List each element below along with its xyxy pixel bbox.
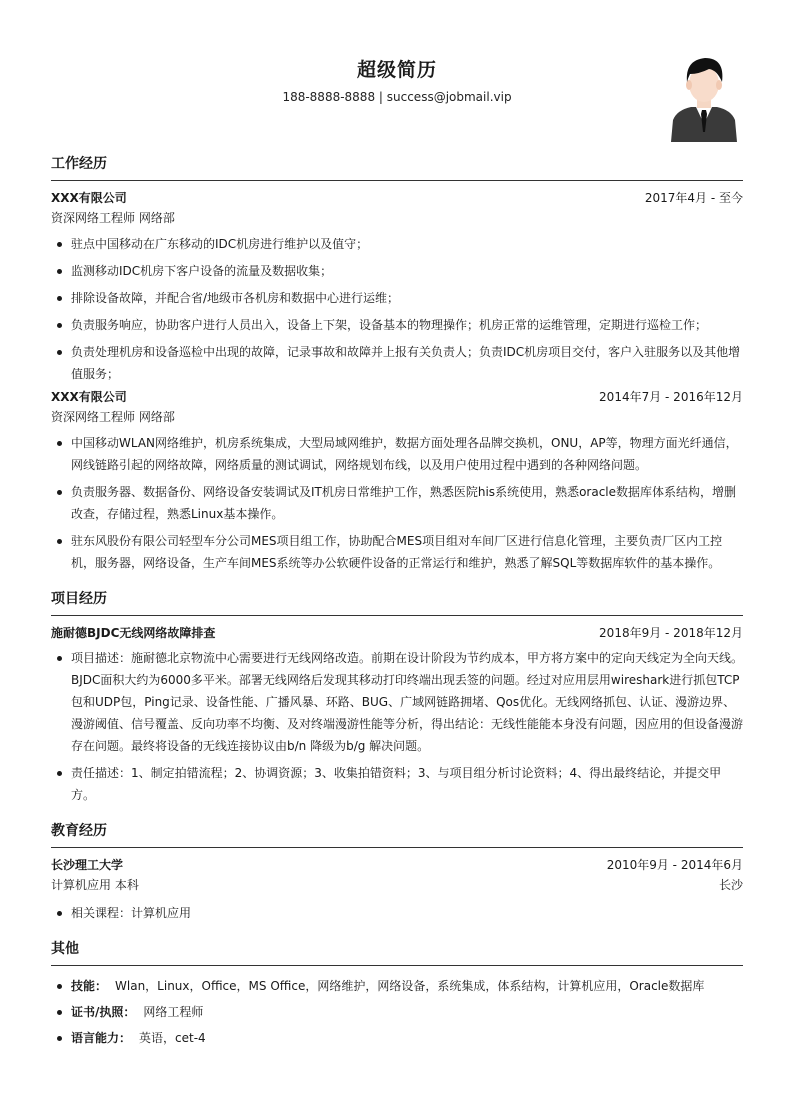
list-item: 项目描述：施耐德北京物流中心需要进行无线网络改造。前期在设计阶段为节约成本，甲方将方案中的定向天线定为全向天线。BJDC面积大约为6000多平米。部署无线网络后发现其移动打印终端出现丢签的问题。经过对应用层用wireshark进行抓包TCP包和UDP包，Ping记录、设备性能、广播风暴、环路、BUG、广域网链路拥堵、Qos优化。无线网络抓包、认证、漫游边界、漫游阈值、信号覆盖、反向功率不均衡、及对终端漫游性能等分析，得出结论：无线性能能本身没有问题，因应用的但设备漫游存在问题。最终将设备的无线连接协议由b/n 降级为b/g 解决问题。 <box>71 647 743 757</box>
certificates-value: 网络工程师 <box>143 1005 204 1019</box>
job-role: 资深网络工程师 网络部 <box>51 410 175 424</box>
projects-section <box>51 588 743 806</box>
list-item <box>71 1001 743 1023</box>
list-item <box>71 975 743 997</box>
resume-header <box>51 0 743 150</box>
entry-date: 2014年7月 - 2016年12月 <box>599 390 743 404</box>
avatar <box>665 52 743 142</box>
resume-page <box>51 0 743 1054</box>
school-location: 长沙 <box>718 878 743 892</box>
candidate-name: 超级简历 <box>356 59 437 81</box>
work-duties-list <box>51 233 743 385</box>
certificates-label: 证书/执照： <box>71 1005 136 1019</box>
list-item: 负责服务响应，协助客户进行人员出入，设备上下架，设备基本的物理操作；机房正常的运维管理，定期进行巡检工作； <box>71 314 743 336</box>
project-details-list <box>51 647 743 806</box>
languages-value: 英语，cet-4 <box>139 1031 206 1045</box>
school-name: 长沙理工大学 <box>51 858 124 872</box>
skills-label: 技能： <box>71 979 108 993</box>
project-name: 施耐德BJDC无线网络故障排查 <box>51 626 216 640</box>
list-item: 驻东风股份有限公司轻型车分公司MES项目组工作，协助配合MES项目组对车间厂区进行信息化管理，主要负责厂区内工控机，服务器，网络设备，生产车间MES系统等办公软硬件设备的正常运行和维护，熟悉了解SQL等数据库软件的基本操作。 <box>71 530 743 574</box>
list-item: 负责服务器、数据备份、网络设备安装调试及IT机房日常维护工作，熟悉医院his系统使用，熟悉oracle数据库体系结构，增删改查，存储过程，熟悉Linux基本操作。 <box>71 481 743 525</box>
list-item: 排除设备故障，并配合省/地级市各机房和数据中心进行运维； <box>71 287 743 309</box>
entry-date: 2010年9月 - 2014年6月 <box>606 858 743 872</box>
list-item: 相关课程：计算机应用 <box>71 902 743 924</box>
entry-date: 2017年4月 - 至今 <box>644 191 743 205</box>
work-section <box>51 153 743 574</box>
work-entry <box>51 187 743 385</box>
company-name: XXX有限公司 <box>51 390 127 404</box>
skills-value: Wlan，Linux，Office，MS Office，网络维护，网络设备，系统集成，体系结构，计算机应用，Oracle数据库 <box>115 979 705 993</box>
list-item: 监测移动IDC机房下客户设备的流量及数据收集； <box>71 260 743 282</box>
entry-date: 2018年9月 - 2018年12月 <box>599 626 743 640</box>
other-details-list <box>51 975 743 1049</box>
list-item: 驻点中国移动在广东移动的IDC机房进行维护以及值守； <box>71 233 743 255</box>
list-item: 负责处理机房和设备巡检中出现的故障，记录事故和故障并上报有关负责人；负责IDC机房项目交付，客户入驻服务以及其他增值服务； <box>71 341 743 385</box>
company-name: XXX有限公司 <box>51 191 127 205</box>
other-section <box>51 938 743 1049</box>
education-section-title: 教育经历 <box>51 820 743 848</box>
education-section <box>51 820 743 924</box>
list-item: 中国移动WLAN网络维护，机房系统集成，大型局域网维护，数据方面处理各品牌交换机，ONU，AP等，物理方面光纤通信，网线链路引起的网络故障，网络质量的测试调试，网络规划布线，以及用户使用过程中遇到的各种网络问题。 <box>71 432 743 476</box>
languages-label: 语言能力： <box>71 1031 132 1045</box>
work-duties-list <box>51 432 743 574</box>
other-section-title: 其他 <box>51 938 743 966</box>
education-entry <box>51 854 743 924</box>
work-entry <box>51 386 743 574</box>
list-item: 责任描述：1、制定拍错流程；2、协调资源；3、收集拍错资料；3、与项目组分析讨论资料；4、得出最终结论，并提交甲方。 <box>71 762 743 806</box>
work-section-title: 工作经历 <box>51 153 743 181</box>
projects-section-title: 项目经历 <box>51 588 743 616</box>
contact-info: 188-8888-8888 | success@jobmail.vip <box>282 90 512 104</box>
major-degree: 计算机应用 本科 <box>51 878 139 892</box>
job-role: 资深网络工程师 网络部 <box>51 211 175 225</box>
education-details-list <box>51 902 743 924</box>
project-entry <box>51 622 743 806</box>
list-item <box>71 1027 743 1049</box>
